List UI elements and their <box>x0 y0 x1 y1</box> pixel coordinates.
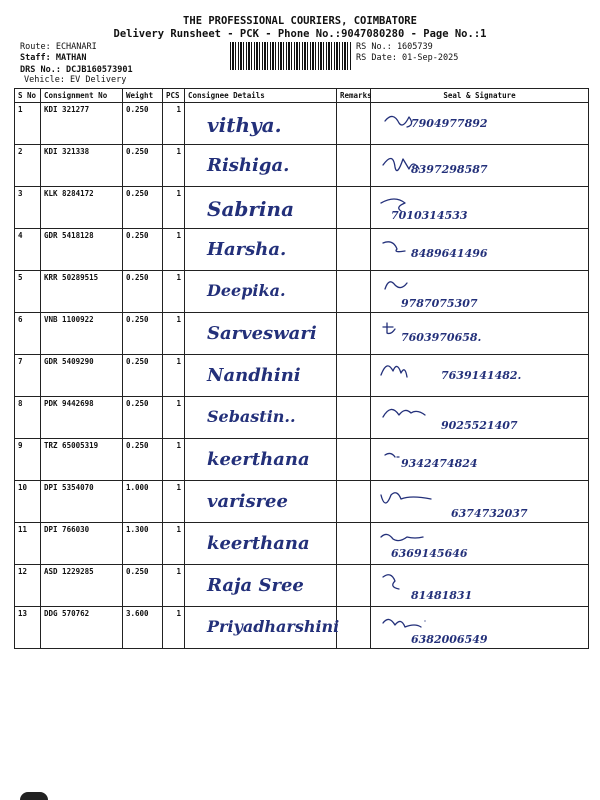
cell-consignment: KRR 50289515 <box>41 271 123 313</box>
rs-number: RS No.: 1605739 <box>356 42 433 52</box>
cell-sno: 7 <box>15 355 41 397</box>
consignee-handwritten-name: Sarveswari <box>207 323 317 344</box>
col-sno: S No <box>15 89 41 103</box>
recipient-phone: 81481831 <box>411 589 473 602</box>
cell-remarks <box>337 439 371 481</box>
cell-sno: 11 <box>15 523 41 565</box>
rs-date: RS Date: 01-Sep-2025 <box>356 53 459 63</box>
runsheet-subtitle: Delivery Runsheet - PCK - Phone No.:9047080280 - Page No.:1 <box>113 28 487 40</box>
cell-consignee <box>185 145 337 187</box>
cell-signature <box>371 439 589 481</box>
signature-stroke <box>381 534 423 540</box>
cell-remarks <box>337 607 371 649</box>
runsheet-table <box>14 88 589 649</box>
cell-signature <box>371 523 589 565</box>
cell-remarks <box>337 565 371 607</box>
cell-weight: 0.250 <box>123 103 163 145</box>
cell-weight: 0.250 <box>123 229 163 271</box>
consignee-handwritten-name: Priyadharshini <box>207 617 340 636</box>
drs-label: DRS No.: DCJB160573901 <box>20 65 133 75</box>
signature-stroke <box>383 323 395 334</box>
cell-sno: 6 <box>15 313 41 355</box>
cell-sno: 2 <box>15 145 41 187</box>
cell-consignee <box>185 565 337 607</box>
cell-signature <box>371 187 589 229</box>
cell-weight: 1.000 <box>123 481 163 523</box>
table-row <box>15 229 589 271</box>
page-edge-mark <box>20 792 48 800</box>
cell-weight: 3.600 <box>123 607 163 649</box>
cell-pcs: 1 <box>163 145 185 187</box>
cell-pcs: 1 <box>163 523 185 565</box>
cell-consignee <box>185 355 337 397</box>
cell-pcs: 1 <box>163 565 185 607</box>
cell-remarks <box>337 355 371 397</box>
recipient-phone: 9025521407 <box>441 419 518 432</box>
cell-signature <box>371 397 589 439</box>
cell-pcs: 1 <box>163 481 185 523</box>
signature-stroke <box>381 366 407 377</box>
cell-sno: 1 <box>15 103 41 145</box>
consignee-handwritten-name: keerthana <box>207 449 310 470</box>
signature-stroke <box>383 409 425 417</box>
signature-stroke <box>381 493 431 503</box>
cell-sno: 4 <box>15 229 41 271</box>
cell-weight: 0.250 <box>123 355 163 397</box>
cell-signature <box>371 271 589 313</box>
cell-remarks <box>337 145 371 187</box>
table-row <box>15 355 589 397</box>
cell-weight: 0.250 <box>123 187 163 229</box>
signature-stroke <box>385 282 407 289</box>
company-title: THE PROFESSIONAL COURIERS, COIMBATORE <box>183 15 417 27</box>
signature-stroke <box>383 242 405 252</box>
cell-remarks <box>337 271 371 313</box>
vehicle-label: Vehicle: EV Delivery <box>24 75 127 85</box>
consignee-handwritten-name: Sabrina <box>207 197 295 221</box>
cell-weight: 0.250 <box>123 313 163 355</box>
cell-pcs: 1 <box>163 397 185 439</box>
cell-pcs: 1 <box>163 229 185 271</box>
cell-pcs: 1 <box>163 103 185 145</box>
cell-consignment: GDR 5418128 <box>41 229 123 271</box>
recipient-phone: 6374732037 <box>451 507 528 520</box>
cell-pcs: 1 <box>163 271 185 313</box>
cell-sno: 9 <box>15 439 41 481</box>
signature-stroke <box>385 116 412 127</box>
recipient-phone: 7639141482. <box>441 369 522 382</box>
cell-remarks <box>337 229 371 271</box>
consignee-handwritten-name: Rishiga. <box>207 155 290 176</box>
cell-consignment: TRZ 65005319 <box>41 439 123 481</box>
cell-consignment: KDI 321338 <box>41 145 123 187</box>
cell-signature <box>371 103 589 145</box>
cell-consignee <box>185 397 337 439</box>
cell-signature <box>371 355 589 397</box>
table-row <box>15 523 589 565</box>
signature-scribble <box>371 565 589 606</box>
cell-remarks <box>337 103 371 145</box>
cell-weight: 0.250 <box>123 565 163 607</box>
table-row <box>15 103 589 145</box>
table-row <box>15 313 589 355</box>
consignee-handwritten-name: Raja Sree <box>207 575 304 596</box>
recipient-phone: 6382006549 <box>411 633 488 646</box>
cell-remarks <box>337 523 371 565</box>
cell-consignee <box>185 313 337 355</box>
recipient-phone: 7603970658. <box>401 331 482 344</box>
cell-sno: 13 <box>15 607 41 649</box>
consignee-handwritten-name: Sebastin.. <box>207 407 296 426</box>
recipient-phone: 9787075307 <box>401 297 478 310</box>
recipient-phone: 8489641496 <box>411 247 488 260</box>
col-signature: Seal & Signature <box>371 89 589 103</box>
cell-remarks <box>337 481 371 523</box>
consignee-handwritten-name: Deepika. <box>207 281 286 300</box>
table-header-row <box>15 89 589 103</box>
signature-stroke <box>383 575 399 589</box>
cell-consignee <box>185 103 337 145</box>
cell-consignment: DPI 5354070 <box>41 481 123 523</box>
cell-pcs: 1 <box>163 607 185 649</box>
table-row <box>15 439 589 481</box>
cell-signature <box>371 145 589 187</box>
cell-consignee <box>185 607 340 649</box>
col-remarks: Remarks <box>337 89 371 103</box>
cell-consignee <box>185 481 337 523</box>
cell-consignee <box>185 271 337 313</box>
cell-consignee <box>185 523 337 565</box>
cell-consignment: KLK 8284172 <box>41 187 123 229</box>
cell-consignment: KDI 321277 <box>41 103 123 145</box>
cell-consignment: VNB 1100922 <box>41 313 123 355</box>
cell-consignment: ASD 1229285 <box>41 565 123 607</box>
cell-pcs: 1 <box>163 313 185 355</box>
cell-signature <box>371 481 589 523</box>
cell-weight: 1.300 <box>123 523 163 565</box>
cell-remarks <box>337 187 371 229</box>
cell-signature <box>371 313 589 355</box>
recipient-phone: 7010314533 <box>391 209 468 222</box>
table-row <box>15 271 589 313</box>
cell-consignment: DDG 570762 <box>41 607 123 649</box>
cell-pcs: 1 <box>163 439 185 481</box>
col-consignee: Consignee Details <box>185 89 337 103</box>
signature-stroke <box>385 453 399 457</box>
table-row <box>15 565 589 607</box>
cell-consignee <box>185 187 337 229</box>
staff-label: Staff: MATHAN <box>20 53 87 63</box>
col-pcs: PCS <box>163 89 185 103</box>
barcode <box>230 42 352 70</box>
consignee-handwritten-name: Harsha. <box>207 239 287 260</box>
signature-stroke <box>383 619 425 627</box>
table-row <box>15 145 589 187</box>
recipient-phone: 7904977892 <box>411 117 488 130</box>
cell-sno: 8 <box>15 397 41 439</box>
table-row <box>15 481 589 523</box>
cell-consignment: DPI 766030 <box>41 523 123 565</box>
cell-consignment: PDK 9442698 <box>41 397 123 439</box>
consignee-handwritten-name: varisree <box>207 491 288 512</box>
cell-sno: 3 <box>15 187 41 229</box>
cell-weight: 0.250 <box>123 271 163 313</box>
cell-sno: 5 <box>15 271 41 313</box>
cell-signature <box>371 565 589 607</box>
table-row <box>15 187 589 229</box>
cell-signature <box>371 607 589 649</box>
table-row <box>15 397 589 439</box>
cell-weight: 0.250 <box>123 397 163 439</box>
recipient-phone: 9342474824 <box>401 457 478 470</box>
recipient-phone: 6369145646 <box>391 547 468 560</box>
col-consignment: Consignment No <box>41 89 123 103</box>
cell-sno: 10 <box>15 481 41 523</box>
cell-remarks <box>337 313 371 355</box>
cell-signature <box>371 229 589 271</box>
table-row <box>15 607 589 649</box>
cell-pcs: 1 <box>163 355 185 397</box>
cell-consignee <box>185 439 337 481</box>
cell-weight: 0.250 <box>123 145 163 187</box>
route-label: Route: ECHANARI <box>20 42 97 52</box>
cell-consignee <box>185 229 337 271</box>
recipient-phone: 8397298587 <box>411 163 488 176</box>
cell-consignment: GDR 5409290 <box>41 355 123 397</box>
cell-pcs: 1 <box>163 187 185 229</box>
col-weight: Weight <box>123 89 163 103</box>
consignee-handwritten-name: keerthana <box>207 533 310 554</box>
cell-sno: 12 <box>15 565 41 607</box>
cell-weight: 0.250 <box>123 439 163 481</box>
cell-remarks <box>337 397 371 439</box>
consignee-handwritten-name: Nandhini <box>207 365 301 386</box>
consignee-handwritten-name: vithya. <box>207 113 282 137</box>
